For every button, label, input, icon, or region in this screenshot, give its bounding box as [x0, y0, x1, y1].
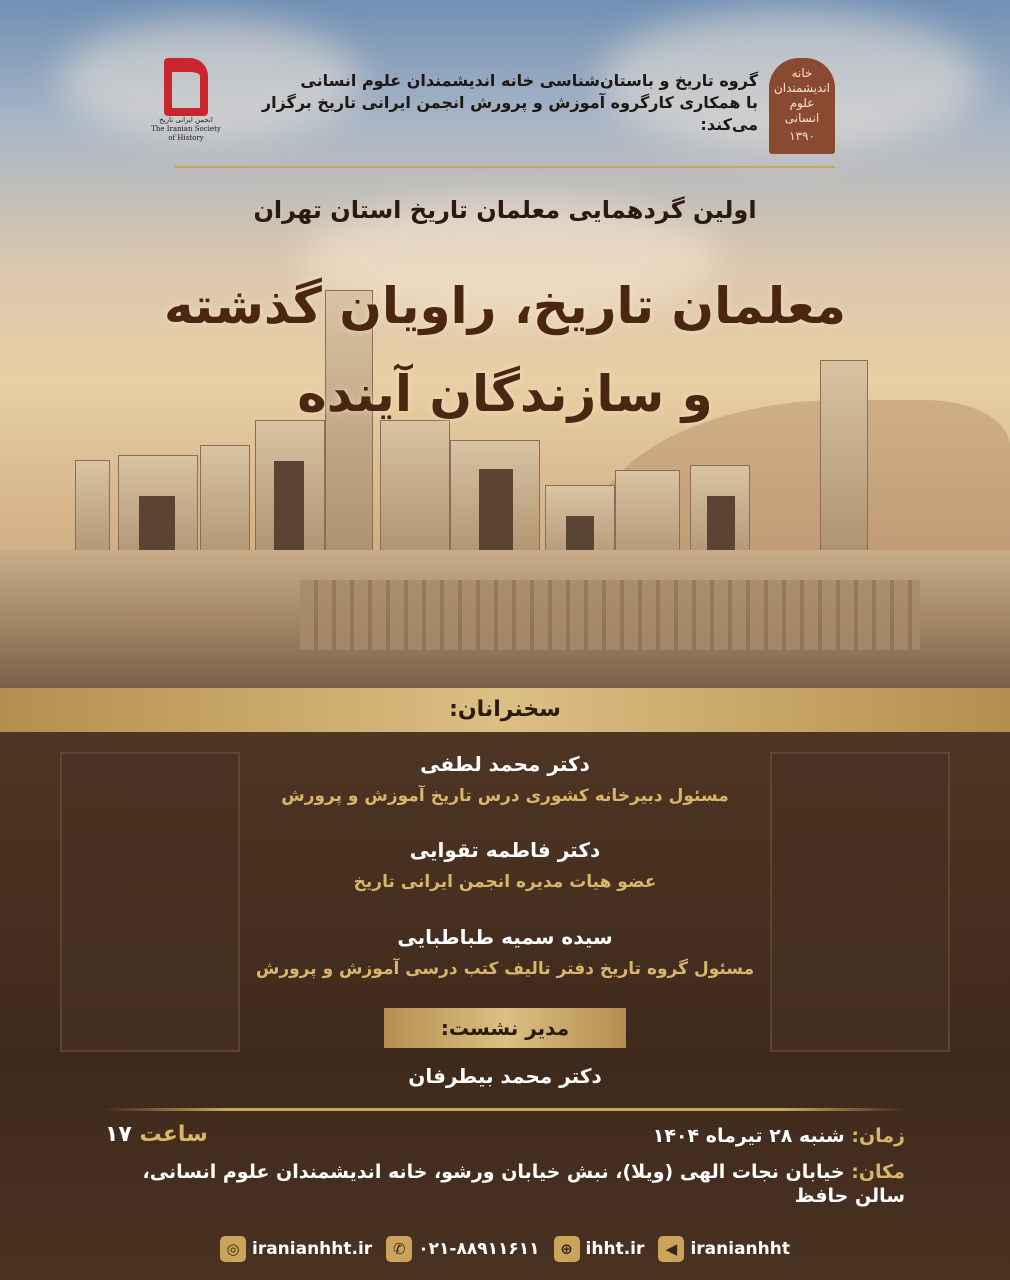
organizer-line-2: با همکاری کارگروه آموزش و پرورش انجمن ایرانی تاریخ برگزار می‌کند: [261, 93, 758, 134]
title-line-2: و سازندگان آینده [297, 365, 713, 423]
event-date: شنبه ۲۸ تیرماه ۱۴۰۴ [652, 1125, 845, 1147]
organizer-line-1: گروه تاریخ و باستان‌شناسی خانه اندیشمندان علوم انسانی [300, 71, 758, 90]
hour-value: ۱۷ [105, 1122, 132, 1147]
contact-text: ihht.ir [585, 1239, 645, 1259]
contact-instagram[interactable] [220, 1236, 372, 1262]
logo-left-fa: انجمن ایرانی تاریخ [159, 116, 213, 124]
speaker-role: مسئول دبیرخانه کشوری درس تاریخ آموزش و پرورش [281, 786, 729, 806]
ihht-logo [769, 58, 835, 154]
speaker-role: عضو هیات مدیره انجمن ایرانی تاریخ [353, 872, 657, 892]
logo-right-text: خانه اندیشمندان علوم انسانی [773, 66, 831, 125]
speakers-band [0, 688, 1010, 732]
iranian-society-of-history-logo [150, 58, 222, 143]
divider [105, 1108, 905, 1111]
logo-right-year: ۱۳۹۰ [789, 129, 815, 143]
contact-text: iranianhht [690, 1239, 790, 1259]
contact-website[interactable] [554, 1236, 645, 1262]
event-title [0, 262, 1010, 438]
time-label: زمان: [851, 1125, 905, 1147]
globe-icon: ⊕ [554, 1236, 580, 1262]
event-time [300, 1124, 905, 1148]
contact-phone[interactable] [386, 1236, 539, 1262]
speaker-1 [0, 752, 1010, 806]
organizer-text [232, 70, 758, 136]
logo-left-en: The Iranian Society of History [151, 125, 221, 142]
event-place [105, 1160, 905, 1208]
moderator-label: مدیر نشست: [384, 1008, 626, 1048]
speaker-name: سیده سمیه طباطبایی [397, 925, 613, 949]
speaker-name: دکتر فاطمه تقوایی [409, 838, 601, 862]
event-hour [105, 1122, 208, 1147]
contacts [220, 1236, 790, 1262]
place-value: خیابان نجات الهی (ویلا)، نبش خیابان ورشو، خانه اندیشمندان علوم انسانی، سالن حافظ [142, 1161, 905, 1207]
speaker-role: مسئول گروه تاریخ دفتر تالیف کتب درسی آموزش و پرورش [255, 959, 755, 979]
moderator-name: دکتر محمد بیطرفان [408, 1064, 602, 1088]
moderator [0, 1064, 1010, 1088]
title-line-1: معلمان تاریخ، راویان گذشته [163, 277, 846, 335]
hour-label: ساعت [139, 1122, 208, 1147]
event-subtitle: اولین گردهمایی معلمان تاریخ استان تهران [253, 196, 757, 224]
header-divider [175, 166, 835, 168]
telegram-icon: ◀ [658, 1236, 684, 1262]
phone-icon: ✆ [386, 1236, 412, 1262]
place-label: مکان: [851, 1161, 905, 1183]
instagram-icon: ◎ [220, 1236, 246, 1262]
speaker-3 [0, 925, 1010, 979]
speaker-2 [0, 838, 1010, 892]
contact-text: iranianhht.ir [252, 1239, 373, 1259]
contact-text: ۰۲۱-۸۸۹۱۱۶۱۱ [418, 1239, 540, 1259]
contact-telegram[interactable] [658, 1236, 790, 1262]
speakers-label: سخنرانان: [449, 697, 561, 722]
speaker-name: دکتر محمد لطفی [420, 752, 590, 776]
